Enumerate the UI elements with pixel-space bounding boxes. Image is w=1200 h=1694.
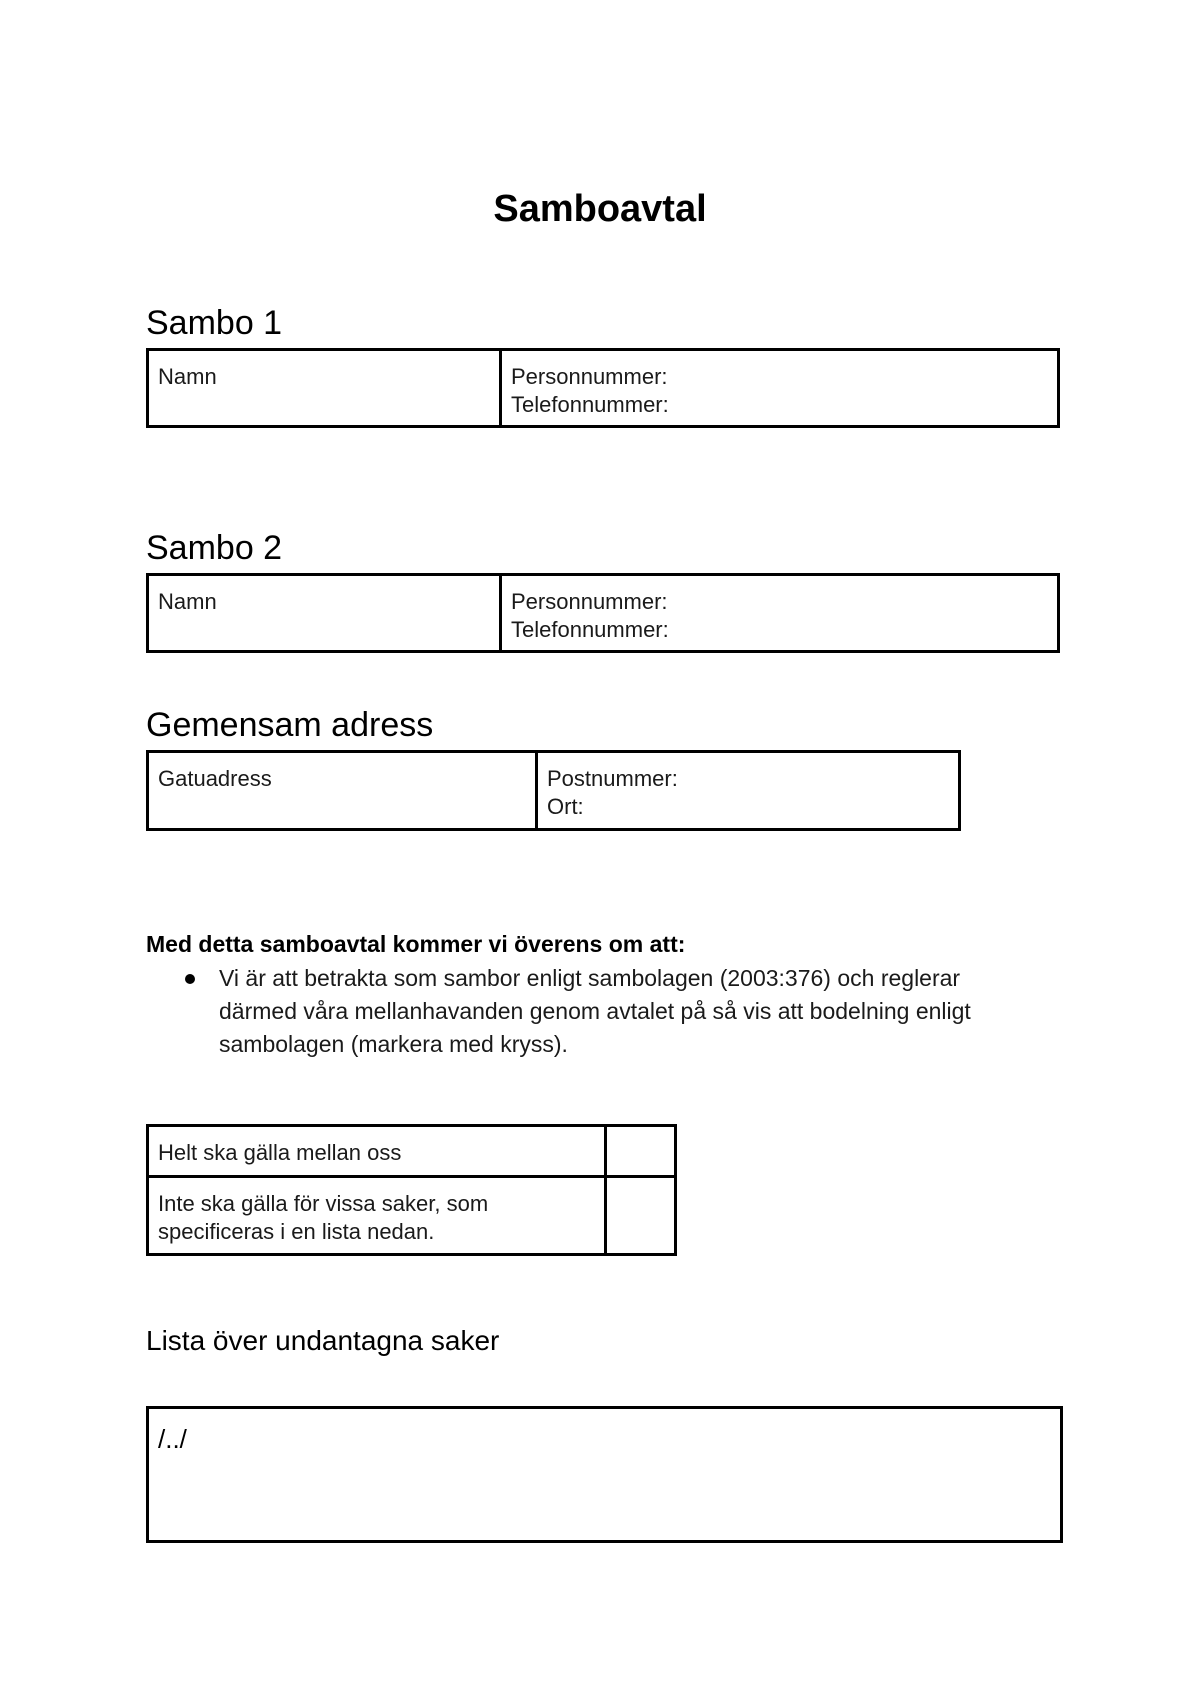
sambo2-personnummer-field[interactable]: Personnummer: — [511, 589, 668, 614]
ort-field[interactable]: Ort: — [547, 794, 584, 819]
document-title: Samboavtal — [493, 188, 707, 230]
sambo2-heading: Sambo 2 — [146, 529, 283, 567]
sambo1-name-field[interactable]: Namn — [158, 364, 217, 389]
option-helt-label: Helt ska gälla mellan oss — [158, 1140, 402, 1165]
sambo2-table — [146, 573, 1060, 653]
sambo1-personnummer-field[interactable]: Personnummer: — [511, 364, 668, 389]
option-inte-label-line-2: specificeras i en lista nedan. — [158, 1219, 435, 1244]
sambo1-telefon-field[interactable]: Telefonnummer: — [511, 392, 669, 417]
exceptions-heading: Lista över undantagna saker — [146, 1325, 500, 1356]
agreement-bullet-line-1: Vi är att betrakta som sambor enligt sambolagen (2003:376) och reglerar — [219, 965, 961, 991]
agreement-intro: Med detta samboavtal kommer vi överens om att: — [146, 931, 686, 957]
sambo2-name-field[interactable]: Namn — [158, 589, 217, 614]
agreement-bullet-line-2: därmed våra mellanhavanden genom avtalet på så vis att bodelning enligt — [219, 998, 971, 1024]
sambo1-heading: Sambo 1 — [146, 304, 283, 342]
option-inte-checkbox[interactable] — [607, 1178, 674, 1253]
bullet-icon — [185, 974, 195, 984]
agreement-bullet-line-3: sambolagen (markera med kryss). — [219, 1031, 568, 1057]
address-table — [146, 750, 961, 831]
sambo2-telefon-field[interactable]: Telefonnummer: — [511, 617, 669, 642]
street-field[interactable]: Gatuadress — [158, 766, 272, 791]
postnummer-field[interactable]: Postnummer: — [547, 766, 678, 791]
options-table — [146, 1124, 677, 1256]
sambo1-table — [146, 348, 1060, 428]
option-helt-checkbox[interactable] — [607, 1127, 674, 1175]
exceptions-content: /../ — [158, 1424, 187, 1454]
address-heading: Gemensam adress — [146, 706, 434, 744]
exceptions-box[interactable] — [146, 1406, 1063, 1543]
option-inte-label-line-1: Inte ska gälla för vissa saker, som — [158, 1191, 489, 1216]
